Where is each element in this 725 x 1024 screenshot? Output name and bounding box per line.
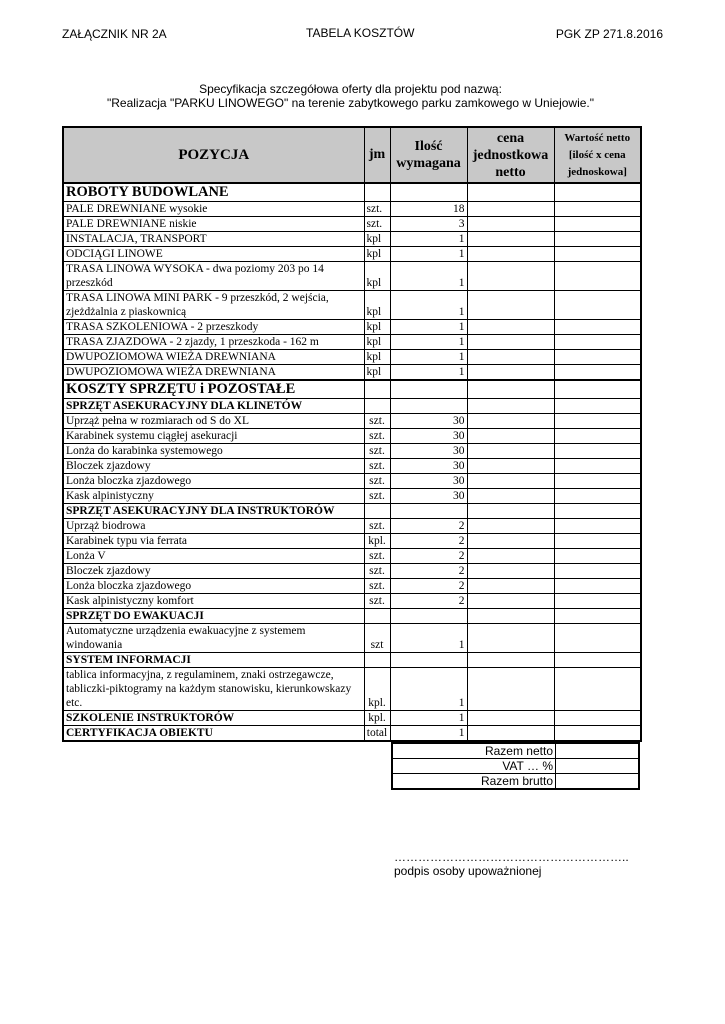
table-row (63, 549, 641, 564)
unit-price-cell[interactable] (467, 549, 554, 564)
net-value-cell[interactable] (554, 232, 641, 247)
header-quantity-line-1: Ilość (414, 139, 443, 154)
item-quantity: 30 (390, 444, 467, 459)
unit-price-cell[interactable] (467, 489, 554, 504)
item-name: ODCIĄGI LINOWE (63, 247, 364, 262)
unit-price-cell[interactable] (467, 217, 554, 232)
item-unit: kpl (364, 365, 390, 381)
unit-price-cell[interactable] (467, 668, 554, 711)
item-quantity: 1 (390, 624, 467, 653)
item-quantity: 18 (390, 202, 467, 217)
item-unit: szt. (364, 202, 390, 217)
header-value-line-2: [ilość x cena (568, 148, 626, 161)
item-unit: kpl. (364, 711, 390, 726)
unit-price-cell[interactable] (467, 262, 554, 291)
project-name: "Realizacja "PARKU LINOWEGO" na terenie zabytkowego parku zamkowego w Uniejowie." (106, 96, 595, 110)
header-value-line-1: Wartość netto (564, 131, 631, 144)
totals-table (391, 742, 640, 790)
item-quantity: 1 (390, 291, 467, 320)
net-value-cell[interactable] (554, 262, 641, 291)
header-position: POZYCJA (63, 127, 364, 183)
unit-price-cell[interactable] (467, 247, 554, 262)
net-value-cell[interactable] (554, 564, 641, 579)
unit-price-cell[interactable] (467, 414, 554, 429)
header-price-line-2: jednostkowa (472, 147, 549, 163)
section-row (63, 380, 641, 399)
item-unit: kpl (364, 320, 390, 335)
unit-price-cell[interactable] (467, 624, 554, 653)
unit-price-cell[interactable] (467, 711, 554, 726)
total-gross-value[interactable] (556, 774, 640, 790)
subsection-row (63, 726, 641, 742)
section-title: KOSZTY SPRZĘTU i POZOSTAŁE (63, 380, 364, 399)
unit-price-cell[interactable] (467, 726, 554, 742)
reference-number: PGK ZP 271.8.2016 (555, 27, 663, 41)
net-value-cell[interactable] (554, 459, 641, 474)
net-value-cell[interactable] (554, 444, 641, 459)
signature-line: ………………………………………………….. (394, 850, 629, 864)
item-quantity: 2 (390, 579, 467, 594)
item-name: TRASA ZJAZDOWA - 2 zjazdy, 1 przeszkoda - 162 m (63, 335, 364, 350)
annex-label: ZAŁĄCZNIK NR 2A (62, 27, 167, 41)
item-unit: szt. (364, 217, 390, 232)
total-gross-row (392, 774, 639, 790)
total-net-value[interactable] (556, 743, 640, 759)
header-value-line-3: jednoskowa] (567, 165, 627, 178)
item-quantity: 2 (390, 519, 467, 534)
total-net-label: Razem netto (392, 743, 556, 759)
unit-price-cell[interactable] (467, 444, 554, 459)
net-value-cell[interactable] (554, 653, 641, 668)
net-value-cell[interactable] (554, 668, 641, 711)
table-row (63, 594, 641, 609)
item-unit: total (364, 726, 390, 742)
vat-row (392, 759, 639, 774)
item-name: Bloczek zjazdowy (63, 459, 364, 474)
unit-price-cell[interactable] (467, 564, 554, 579)
item-unit: szt (364, 624, 390, 653)
item-unit: szt. (364, 414, 390, 429)
unit-price-cell[interactable] (467, 232, 554, 247)
table-row (63, 202, 641, 217)
unit-cell (364, 380, 390, 399)
table-row (63, 579, 641, 594)
unit-price-cell[interactable] (467, 183, 554, 202)
item-unit: kpl (364, 232, 390, 247)
net-value-cell[interactable] (554, 429, 641, 444)
subsection-row (63, 504, 641, 519)
item-name: PALE DREWNIANE wysokie (63, 202, 364, 217)
table-row (63, 534, 641, 549)
subsection-title: SPRZĘT DO EWAKUACJI (63, 609, 364, 624)
item-quantity: 30 (390, 414, 467, 429)
quantity-cell (390, 380, 467, 399)
net-value-cell[interactable] (554, 549, 641, 564)
subsection-title: SZKOLENIE INSTRUKTORÓW (63, 711, 364, 726)
item-unit: kpl (364, 291, 390, 320)
net-value-cell[interactable] (554, 247, 641, 262)
item-name: INSTALACJA, TRANSPORT (63, 232, 364, 247)
subsection-row (63, 609, 641, 624)
table-row (63, 668, 641, 711)
table-row (63, 335, 641, 350)
item-name: Lonża V (63, 549, 364, 564)
header-unit: jm (364, 127, 390, 183)
item-name: Automatyczne urządzenia ewakuacyjne z systemem windowania (63, 624, 364, 653)
section-row (63, 183, 641, 202)
vat-label: VAT … % (392, 759, 556, 774)
net-value-cell[interactable] (554, 365, 641, 381)
net-value-cell[interactable] (554, 291, 641, 320)
subsection-row (63, 399, 641, 414)
table-row (63, 414, 641, 429)
unit-price-cell[interactable] (467, 459, 554, 474)
table-row (63, 624, 641, 653)
unit-cell (364, 183, 390, 202)
cost-table (62, 126, 642, 742)
header-price-line-3: netto (495, 164, 526, 180)
net-value-cell[interactable] (554, 399, 641, 414)
table-header-row (63, 127, 641, 183)
section-title: ROBOTY BUDOWLANE (63, 183, 364, 202)
item-quantity: 1 (390, 726, 467, 742)
quantity-cell (390, 653, 467, 668)
table-row (63, 459, 641, 474)
table-row (63, 365, 641, 381)
unit-price-cell[interactable] (467, 609, 554, 624)
item-unit: szt. (364, 579, 390, 594)
item-quantity: 2 (390, 594, 467, 609)
net-value-cell[interactable] (554, 350, 641, 365)
item-name: TRASA LINOWA MINI PARK - 9 przeszkód, 2 wejścia, zjeżdżalnia z piaskownicą (63, 291, 364, 320)
item-quantity: 2 (390, 534, 467, 549)
total-gross-label: Razem brutto (392, 774, 556, 790)
table-row (63, 519, 641, 534)
unit-price-cell[interactable] (467, 474, 554, 489)
header-net-value (554, 127, 641, 183)
unit-price-cell[interactable] (467, 380, 554, 399)
item-quantity: 1 (390, 320, 467, 335)
header-quantity (390, 127, 467, 183)
item-unit: kpl. (364, 534, 390, 549)
net-value-cell[interactable] (554, 579, 641, 594)
item-quantity: 1 (390, 247, 467, 262)
quantity-cell (390, 504, 467, 519)
net-value-cell[interactable] (554, 474, 641, 489)
item-name: DWUPOZIOMOWA WIEŻA DREWNIANA (63, 365, 364, 381)
net-value-cell[interactable] (554, 609, 641, 624)
subsection-title: SPRZĘT ASEKURACYJNY DLA INSTRUKTORÓW (63, 504, 364, 519)
table-row (63, 320, 641, 335)
net-value-cell[interactable] (554, 380, 641, 399)
table-row (63, 429, 641, 444)
header-unit-price (467, 127, 554, 183)
signature-label: podpis osoby upoważnionej (394, 864, 542, 878)
item-name: Karabinek typu via ferrata (63, 534, 364, 549)
unit-price-cell[interactable] (467, 335, 554, 350)
item-unit: szt. (364, 444, 390, 459)
item-unit: szt. (364, 549, 390, 564)
unit-price-cell[interactable] (467, 320, 554, 335)
item-quantity: 1 (390, 711, 467, 726)
table-row (63, 444, 641, 459)
unit-price-cell[interactable] (467, 202, 554, 217)
net-value-cell[interactable] (554, 414, 641, 429)
table-row (63, 350, 641, 365)
unit-cell (364, 504, 390, 519)
item-name: Uprząż pełna w rozmiarach od S do XL (63, 414, 364, 429)
subsection-title: SPRZĘT ASEKURACYJNY DLA KLINETÓW (63, 399, 364, 414)
subsection-title: SYSTEM INFORMACJI (63, 653, 364, 668)
item-unit: kpl (364, 350, 390, 365)
document-title: TABELA KOSZTÓW (306, 26, 415, 40)
unit-cell (364, 653, 390, 668)
subsection-row (63, 711, 641, 726)
item-unit: szt. (364, 474, 390, 489)
unit-price-cell[interactable] (467, 291, 554, 320)
item-name: Lonża do karabinka systemowego (63, 444, 364, 459)
unit-price-cell[interactable] (467, 534, 554, 549)
item-quantity: 2 (390, 564, 467, 579)
subsection-row (63, 653, 641, 668)
net-value-cell[interactable] (554, 320, 641, 335)
item-name: Kask alpinistyczny komfort (63, 594, 364, 609)
item-name: TRASA LINOWA WYSOKA - dwa poziomy 203 po 14 przeszkód (63, 262, 364, 291)
net-value-cell[interactable] (554, 202, 641, 217)
table-row (63, 217, 641, 232)
item-name: Karabinek systemu ciągłej asekuracji (63, 429, 364, 444)
net-value-cell[interactable] (554, 594, 641, 609)
net-value-cell[interactable] (554, 335, 641, 350)
item-quantity: 30 (390, 459, 467, 474)
item-unit: kpl. (364, 668, 390, 711)
unit-price-cell[interactable] (467, 579, 554, 594)
item-name: Lonża bloczka zjazdowego (63, 579, 364, 594)
item-quantity: 30 (390, 429, 467, 444)
net-value-cell[interactable] (554, 489, 641, 504)
item-name: Kask alpinistyczny (63, 489, 364, 504)
table-row (63, 247, 641, 262)
item-quantity: 2 (390, 549, 467, 564)
item-quantity: 1 (390, 262, 467, 291)
quantity-cell (390, 609, 467, 624)
intro-line-1: Specyfikacja szczegółowa oferty dla projektu pod nazwą: (199, 82, 502, 96)
item-unit: szt. (364, 459, 390, 474)
item-quantity: 1 (390, 365, 467, 381)
net-value-cell[interactable] (554, 726, 641, 742)
unit-price-cell[interactable] (467, 399, 554, 414)
table-row (63, 489, 641, 504)
item-name: Lonża bloczka zjazdowego (63, 474, 364, 489)
net-value-cell[interactable] (554, 534, 641, 549)
item-unit: szt. (364, 594, 390, 609)
header-quantity-line-2: wymagana (396, 156, 461, 171)
table-row (63, 474, 641, 489)
unit-price-cell[interactable] (467, 350, 554, 365)
item-name: Uprząż biodrowa (63, 519, 364, 534)
unit-price-cell[interactable] (467, 429, 554, 444)
quantity-cell (390, 399, 467, 414)
item-quantity: 1 (390, 232, 467, 247)
item-quantity: 30 (390, 474, 467, 489)
item-unit: szt. (364, 489, 390, 504)
item-quantity: 1 (390, 668, 467, 711)
item-quantity: 3 (390, 217, 467, 232)
item-name: DWUPOZIOMOWA WIEŻA DREWNIANA (63, 350, 364, 365)
item-unit: kpl (364, 335, 390, 350)
item-name: tablica informacyjna, z regulaminem, znaki ostrzegawcze, tabliczki-piktogramy na każdym stanowisku, kierunkowskazy etc. (63, 668, 364, 711)
net-value-cell[interactable] (554, 624, 641, 653)
unit-price-cell[interactable] (467, 594, 554, 609)
item-unit: szt. (364, 429, 390, 444)
unit-price-cell[interactable] (467, 519, 554, 534)
item-name: Bloczek zjazdowy (63, 564, 364, 579)
item-name: TRASA SZKOLENIOWA - 2 przeszkody (63, 320, 364, 335)
net-value-cell[interactable] (554, 504, 641, 519)
item-quantity: 30 (390, 489, 467, 504)
net-value-cell[interactable] (554, 183, 641, 202)
item-quantity: 1 (390, 350, 467, 365)
table-row (63, 232, 641, 247)
unit-cell (364, 609, 390, 624)
unit-cell (364, 399, 390, 414)
net-value-cell[interactable] (554, 711, 641, 726)
net-value-cell[interactable] (554, 217, 641, 232)
unit-price-cell[interactable] (467, 365, 554, 381)
quantity-cell (390, 183, 467, 202)
item-unit: kpl (364, 262, 390, 291)
unit-price-cell[interactable] (467, 653, 554, 668)
table-row (63, 262, 641, 291)
unit-price-cell[interactable] (467, 504, 554, 519)
header-price-line-1: cena (496, 130, 525, 146)
item-unit: szt. (364, 564, 390, 579)
item-unit: kpl (364, 247, 390, 262)
subsection-title: CERTYFIKACJA OBIEKTU (63, 726, 364, 742)
item-quantity: 1 (390, 335, 467, 350)
vat-value[interactable] (556, 759, 640, 774)
net-value-cell[interactable] (554, 519, 641, 534)
table-row (63, 564, 641, 579)
item-name: PALE DREWNIANE niskie (63, 217, 364, 232)
table-row (63, 291, 641, 320)
item-unit: szt. (364, 519, 390, 534)
total-net-row (392, 743, 639, 759)
